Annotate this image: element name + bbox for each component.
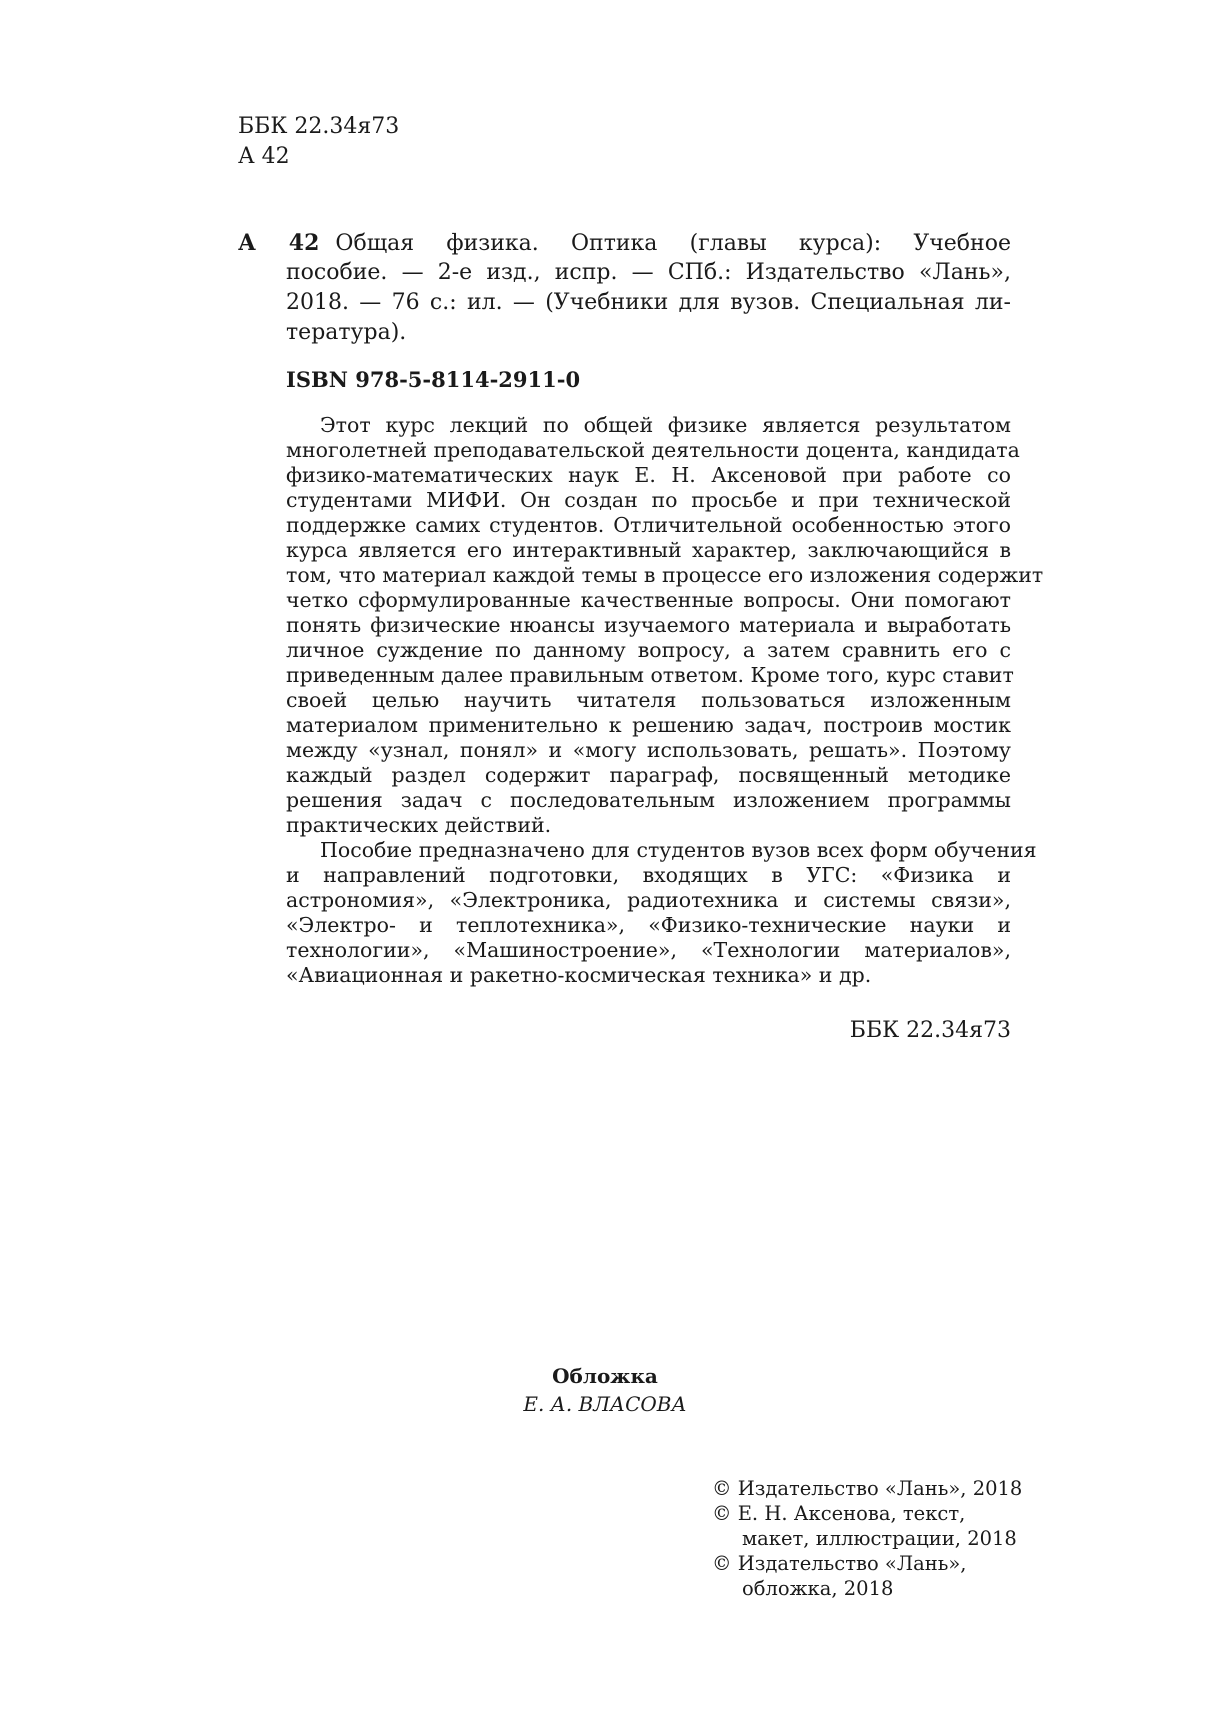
abstract-line: четко сформулированные качественные вопросы. Они помогают <box>286 588 1011 612</box>
copyright-line: © Издательство «Лань», <box>712 1552 967 1575</box>
cover-credit <box>420 1362 790 1418</box>
entry-line: А 42 Общая физика. Оптика (главы курса): Учебное <box>238 230 1011 256</box>
abstract-line: каждый раздел содержит параграф, посвященный методике <box>286 763 1011 787</box>
abstract-line: личное суждение по данному вопросу, а затем сравнить его с <box>286 638 1011 662</box>
cover-designer: Е. А. ВЛАСОВА <box>523 1392 687 1416</box>
abstract-line: понять физические нюансы изучаемого материала и выработать <box>286 613 1011 637</box>
abstract-line: «Авиационная и ракетно-космическая техника» и др. <box>286 963 872 987</box>
abstract-line: многолетней преподавательской деятельности доцента, кандидата <box>286 438 1020 462</box>
bbk-classification-top <box>238 112 399 172</box>
abstract-line: том, что материал каждой темы в процессе его изложения содержит <box>286 563 1044 587</box>
abstract-line: материалом применительно к решению задач, построив мостик <box>286 713 1011 737</box>
copyright-line: © Е. Н. Аксенова, текст, <box>712 1502 966 1525</box>
copyright-line: обложка, 2018 <box>742 1577 894 1600</box>
bbk-code: ББК 22.34я73 <box>238 114 400 139</box>
entry-line: тература). <box>286 320 407 345</box>
abstract-line: технологии», «Машиностроение», «Технологии материалов», <box>286 938 1011 962</box>
entry-code: А 42 <box>238 230 320 256</box>
entry-line: 2018. — 76 с.: ил. — (Учебники для вузов. Специальная ли- <box>286 290 1011 315</box>
abstract-line: астрономия», «Электроника, радиотехника и системы связи», <box>286 888 1011 912</box>
abstract-line: курса является его интерактивный характер, заключающийся в <box>286 538 1011 562</box>
bbk-classification-bottom: ББК 22.34я73 <box>849 1018 1011 1043</box>
author-mark: А 42 <box>238 144 290 169</box>
isbn: ISBN 978-5-8114-2911-0 <box>286 367 581 392</box>
abstract-line: решения задач с последовательным изложением программы <box>286 788 1011 812</box>
abstract-line: студентами МИФИ. Он создан по просьбе и при технической <box>286 488 1011 512</box>
abstract-line: физико-математических наук Е. Н. Аксеновой при работе со <box>286 463 1011 487</box>
copyright-line: макет, иллюстрации, 2018 <box>742 1527 1017 1550</box>
abstract-line: «Электро- и теплотехника», «Физико-технические науки и <box>286 913 1011 937</box>
abstract-line: между «узнал, понял» и «могу использовать, решать». Поэтому <box>286 738 1011 762</box>
cover-label: Обложка <box>552 1364 658 1388</box>
copyright-block <box>712 1476 1022 1601</box>
abstract-line: поддержке самих студентов. Отличительной особенностью этого <box>286 513 1011 537</box>
abstract-line: Этот курс лекций по общей физике является результатом <box>320 413 1011 437</box>
bibliographic-entry <box>238 228 1011 348</box>
abstract-line: своей целью научить читателя пользоваться изложенным <box>286 688 1011 712</box>
abstract <box>286 413 1044 988</box>
abstract-line: Пособие предназначено для студентов вузов всех форм обучения <box>320 838 1037 862</box>
copyright-line: © Издательство «Лань», 2018 <box>712 1477 1023 1500</box>
abstract-line: и направлений подготовки, входящих в УГС: «Физика и <box>286 863 1011 887</box>
abstract-line: практических действий. <box>286 813 552 837</box>
abstract-line: приведенным далее правильным ответом. Кроме того, курс ставит <box>286 663 1014 687</box>
entry-line: пособие. — 2-е изд., испр. — СПб.: Издательство «Лань», <box>286 260 1011 285</box>
